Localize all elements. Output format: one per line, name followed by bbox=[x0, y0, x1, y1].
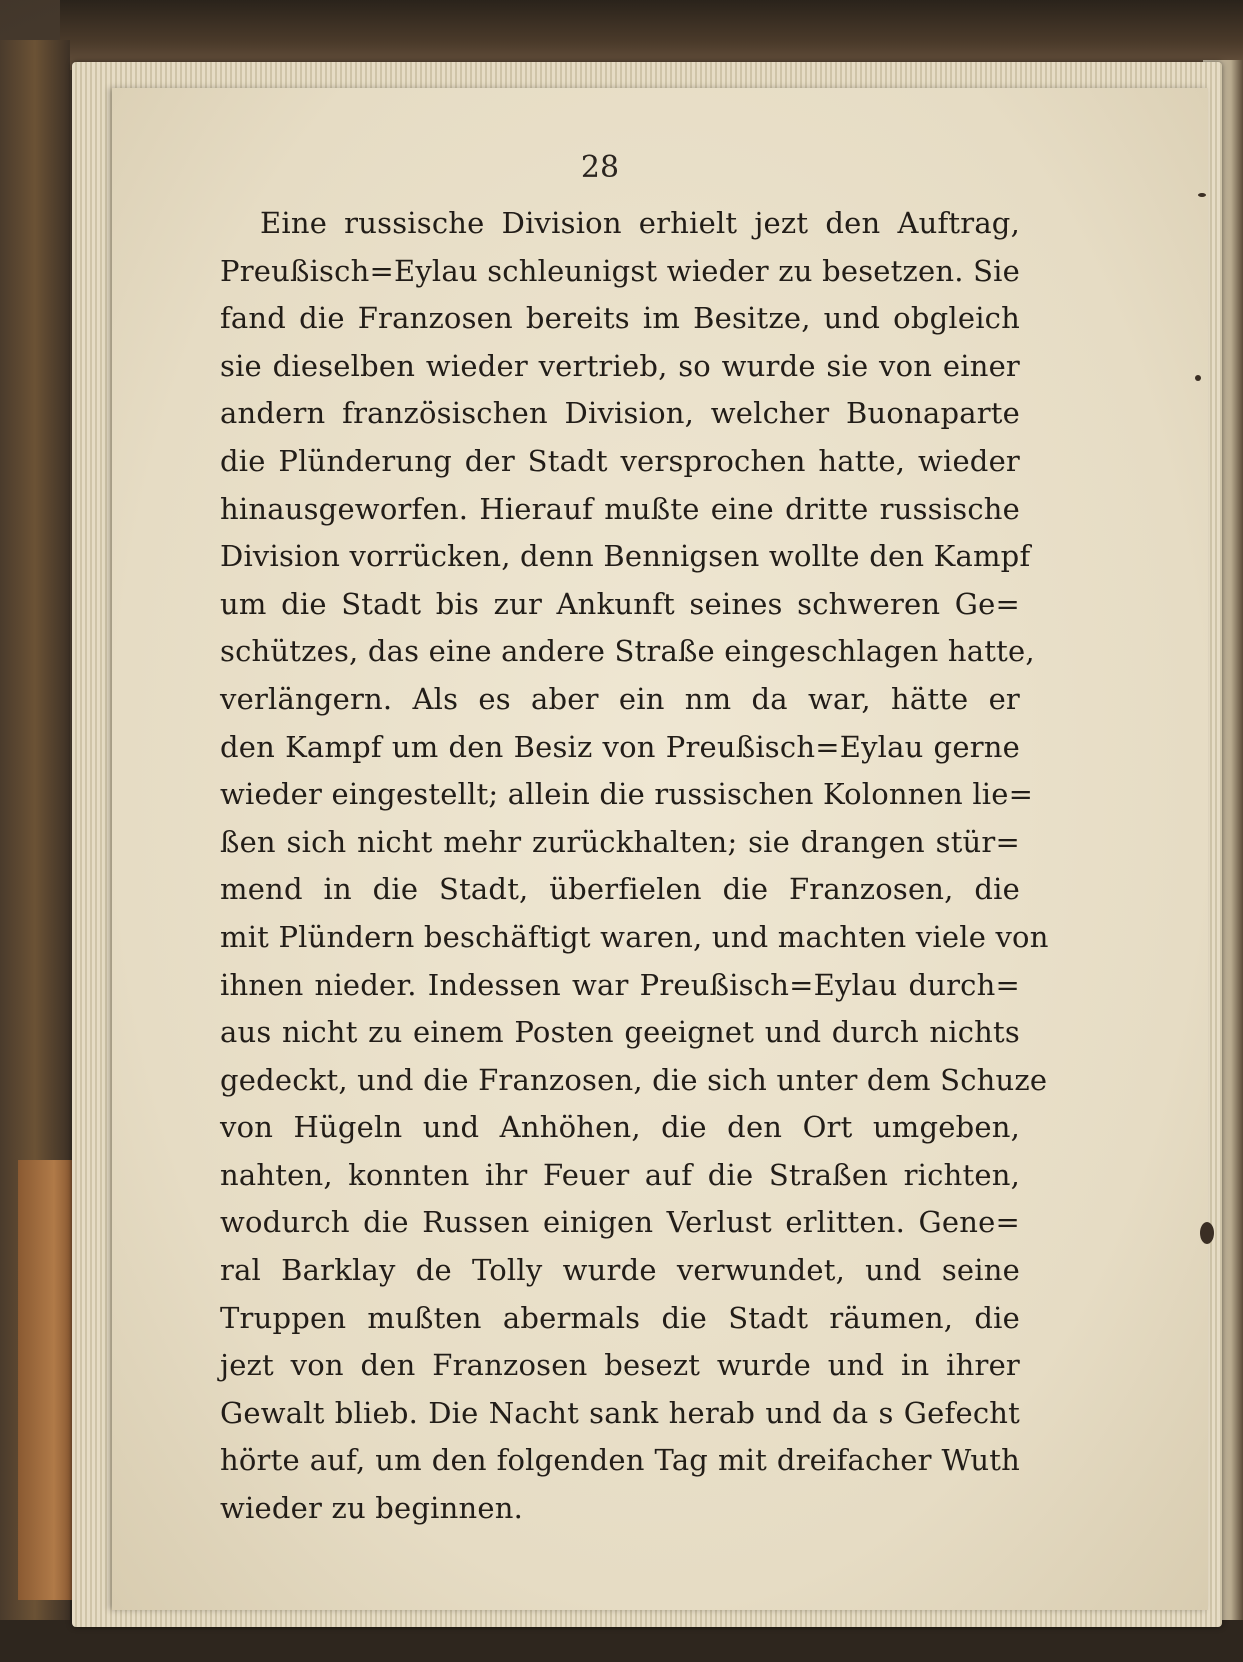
paper-speck bbox=[1198, 193, 1206, 197]
text-line: Truppen mußten abermals die Stadt räumen, die bbox=[220, 1300, 1020, 1335]
cover-leather-patch bbox=[18, 1160, 78, 1600]
page-text bbox=[220, 200, 1049, 1533]
text-line: Preußisch=Eylau schleunigst wieder zu besetzen. Sie bbox=[220, 253, 1020, 288]
text-line: wieder zu beginnen. bbox=[220, 1491, 524, 1526]
text-line: andern französischen Division, welcher Buonaparte bbox=[220, 396, 1020, 431]
text-line: aus nicht zu einem Posten geeignet und durch nichts bbox=[220, 1015, 1020, 1050]
cover-top-edge bbox=[60, 0, 1243, 70]
text-line: um die Stadt bis zur Ankunft seines schweren Ge= bbox=[220, 586, 1020, 621]
text-line: von Hügeln und Anhöhen, die den Ort umgeben, bbox=[220, 1110, 1020, 1145]
text-line: nahten, konnten ihr Feuer auf die Straßen richten, bbox=[220, 1157, 1020, 1192]
text-line: ihnen nieder. Indessen war Preußisch=Eylau durch= bbox=[220, 967, 1020, 1002]
text-line: hinausgeworfen. Hierauf mußte eine dritte russische bbox=[220, 491, 1020, 526]
text-line: wieder eingestellt; allein die russischen Kolonnen lie= bbox=[220, 777, 1034, 812]
paper-speck bbox=[1200, 1222, 1214, 1244]
text-line: fand die Franzosen bereits im Besitze, und obgleich bbox=[220, 301, 1020, 336]
text-line: gedeckt, und die Franzosen, die sich unter dem Schuze bbox=[220, 1062, 1048, 1097]
text-line: den Kampf um den Besiz von Preußisch=Eylau gerne bbox=[220, 729, 1020, 764]
text-line: hörte auf, um den folgenden Tag mit dreifacher Wuth bbox=[220, 1443, 1020, 1478]
text-line: schützes, das eine andere Straße eingeschlagen hatte, bbox=[220, 634, 1035, 669]
text-line: ral Barklay de Tolly wurde verwundet, und seine bbox=[220, 1253, 1020, 1288]
text-line: mend in die Stadt, überfielen die Franzosen, die bbox=[220, 872, 1020, 907]
page-number: 28 bbox=[580, 150, 620, 185]
text-line: wodurch die Russen einigen Verlust erlitten. Gene= bbox=[220, 1205, 1020, 1240]
text-line: ßen sich nicht mehr zurückhalten; sie drangen stür= bbox=[220, 824, 1020, 859]
text-line: die Plünderung der Stadt versprochen hatte, wieder bbox=[220, 443, 1020, 478]
text-line: sie dieselben wieder vertrieb, so wurde sie von einer bbox=[220, 348, 1020, 383]
text-line: verlängern. Als es aber ein nm da war, hätte er bbox=[220, 681, 1020, 716]
text-line: jezt von den Franzosen besezt wurde und in ihrer bbox=[220, 1348, 1020, 1383]
text-line: Division vorrücken, denn Bennigsen wollte den Kampf bbox=[220, 539, 1031, 574]
text-line: mit Plündern beschäftigt waren, und machten viele von bbox=[220, 919, 1049, 954]
text-line: Eine russische Division erhielt jezt den Auftrag, bbox=[260, 206, 1020, 240]
text-line: Gewalt blieb. Die Nacht sank herab und da s Gefecht bbox=[220, 1395, 1020, 1430]
paper-speck bbox=[1195, 375, 1201, 381]
